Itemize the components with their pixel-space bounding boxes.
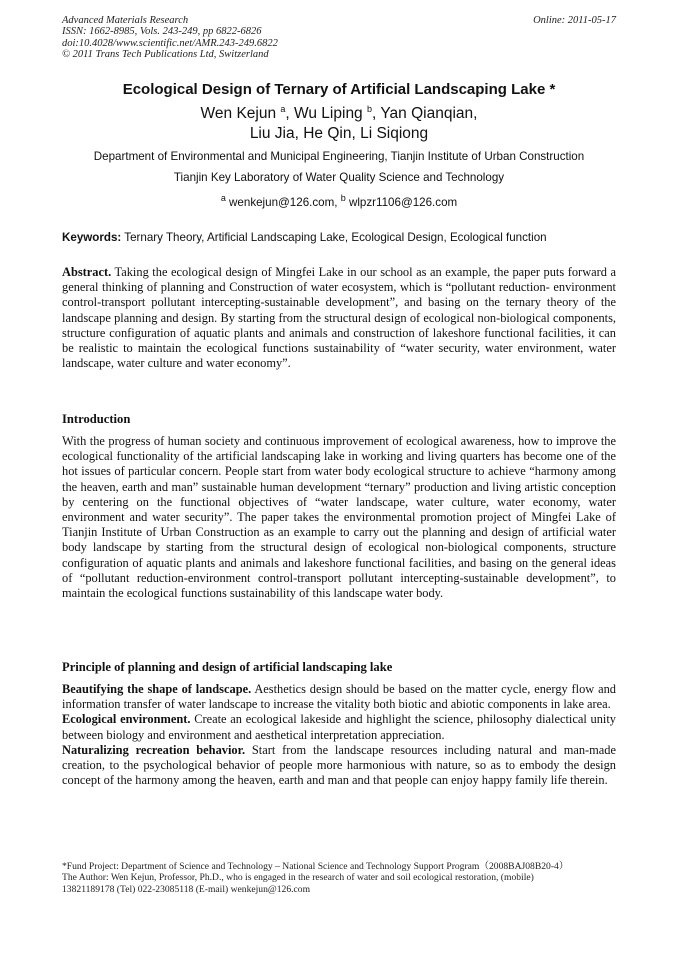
journal-header (62, 15, 616, 60)
affiliation-1: Department of Environmental and Municipal Engineering, Tianjin Institute of Urban Construction (93, 150, 585, 163)
footnote (62, 861, 622, 895)
footnote-contact: 13821189178 (Tel) 022-23085118 (E-mail) wenkejun@126.com (62, 883, 311, 895)
affiliation-2: Tianjin Key Laboratory of Water Quality Science and Technology (173, 171, 505, 184)
email-b: wlpzr1106@126.com (345, 196, 458, 209)
introduction-heading: Introduction (62, 412, 131, 426)
principle-heading: Principle of planning and design of artificial landscaping lake (62, 660, 393, 674)
keywords-text: Ternary Theory, Artificial Landscaping Lake, Ecological Design, Ecological function (121, 231, 547, 244)
affil-mark-a: a (280, 103, 286, 114)
keywords-label: Keywords: (62, 231, 122, 244)
principle-item (62, 712, 616, 742)
affil-mark-b: b (367, 103, 373, 114)
issn-line: ISSN: 1662-8985, Vols. 243-249, pp 6822-6826 (62, 26, 262, 38)
introduction-text: With the progress of human society and continuous improvement of ecological awareness, how to improve the ecological functionality of the artificial landscaping lake in working and living quarters has become one of the hot issues of particular concern. People start from water body ecological structure to achieve “harmony among the heaven, earth and man” sustainable human development “ternary” production and living artistic conception by centering on the functional objectives of “water landscape, water culture, water economy, water environment and water security”. The paper takes the environmental promotion project of Mingfei Lake of Tianjin Institute of Urban Construction as an example to carry out the planning and design of artificial water body landscape by starting from the structural design of ecological non-biological components, structure configuration of aquatic plants and animals and lakeshore functional facilities, and basing on the general ideas of “pollutant reduction-environment control-transport pollutant intercepting-sustainable development”, to maintain the ecological functions sustainability of this landscape water body. (62, 434, 616, 601)
author-line-1 (62, 104, 616, 124)
principle-lead: Ecological environment. (62, 712, 191, 727)
keywords (62, 231, 616, 245)
author-1: Wen Kejun (200, 105, 281, 122)
abstract-text: Taking the ecological design of Mingfei Lake in our school as an example, the paper puts forward a general thinking of planning and Construction of water ecosystem, which is “pollutant reduction- environment control-transport pollutant intercepting-sustainable development”, and basing on the ternary theory of the landscape planning and design. By starting from the structural design of ecological non-biological components, structure configuration of aquatic plants and animals and construction of lakeshore functional facilities, it can be realistic to maintain the ecological functions sustainability of “water security, water environment, water landscape, water culture and water economy”. (62, 265, 616, 371)
principle-lead: Naturalizing recreation behavior. (62, 742, 246, 757)
abstract (62, 265, 616, 371)
footnote-fund: *Fund Project: Department of Science and Technology – National Science and Technology Support Program（2008BAJ08B20-4） (62, 861, 569, 872)
principle-text: Aesthetics design should be based on the matter cycle, energy flow and information transfer of water landscape to increase the vitality both biotic and abiotic components in lake area. (62, 682, 616, 712)
principle-item (62, 743, 616, 789)
author-list (62, 104, 616, 143)
author-line-2: Liu Jia, He Qin, Li Siqiong (249, 124, 429, 142)
principle-lead: Beautifying the shape of landscape. (62, 682, 252, 696)
paper-title: Ecological Design of Ternary of Artificial Landscaping Lake * (122, 81, 556, 98)
email-mark-a: a (220, 193, 226, 204)
author-emails (62, 193, 616, 210)
principle-text: Start from the landscape resources including natural and man-made creation, to the psychological behavior of people more harmonious with nature, so as to embody the design concept of the harmony among the heaven, earth and man and that people can enjoy happy family life therein. (62, 742, 616, 788)
copyright-line: © 2011 Trans Tech Publications Ltd, Switzerland (62, 48, 269, 60)
author-2: , Wu Liping (285, 105, 367, 122)
online-date: Online: 2011-05-17 (533, 15, 616, 26)
principle-section (62, 682, 616, 788)
doi-line: doi:10.4028/www.scientific.net/AMR.243-249.6822 (62, 37, 278, 49)
email-a: wenkejun@126.com, (225, 196, 341, 209)
principle-item (62, 682, 616, 712)
abstract-label: Abstract. (62, 265, 112, 279)
author-3: , Yan Qianqian, (372, 105, 478, 122)
principle-text: Create an ecological lakeside and highlight the science, philosophy dialectical unity between biology and environment and aesthetical interpretation appreciation. (62, 712, 617, 742)
email-mark-b: b (340, 193, 346, 204)
footnote-author: The Author: Wen Kejun, Professor, Ph.D., who is engaged in the research of water and soil ecological restoration, (mobile) (62, 872, 534, 884)
journal-name: Advanced Materials Research (62, 15, 189, 26)
